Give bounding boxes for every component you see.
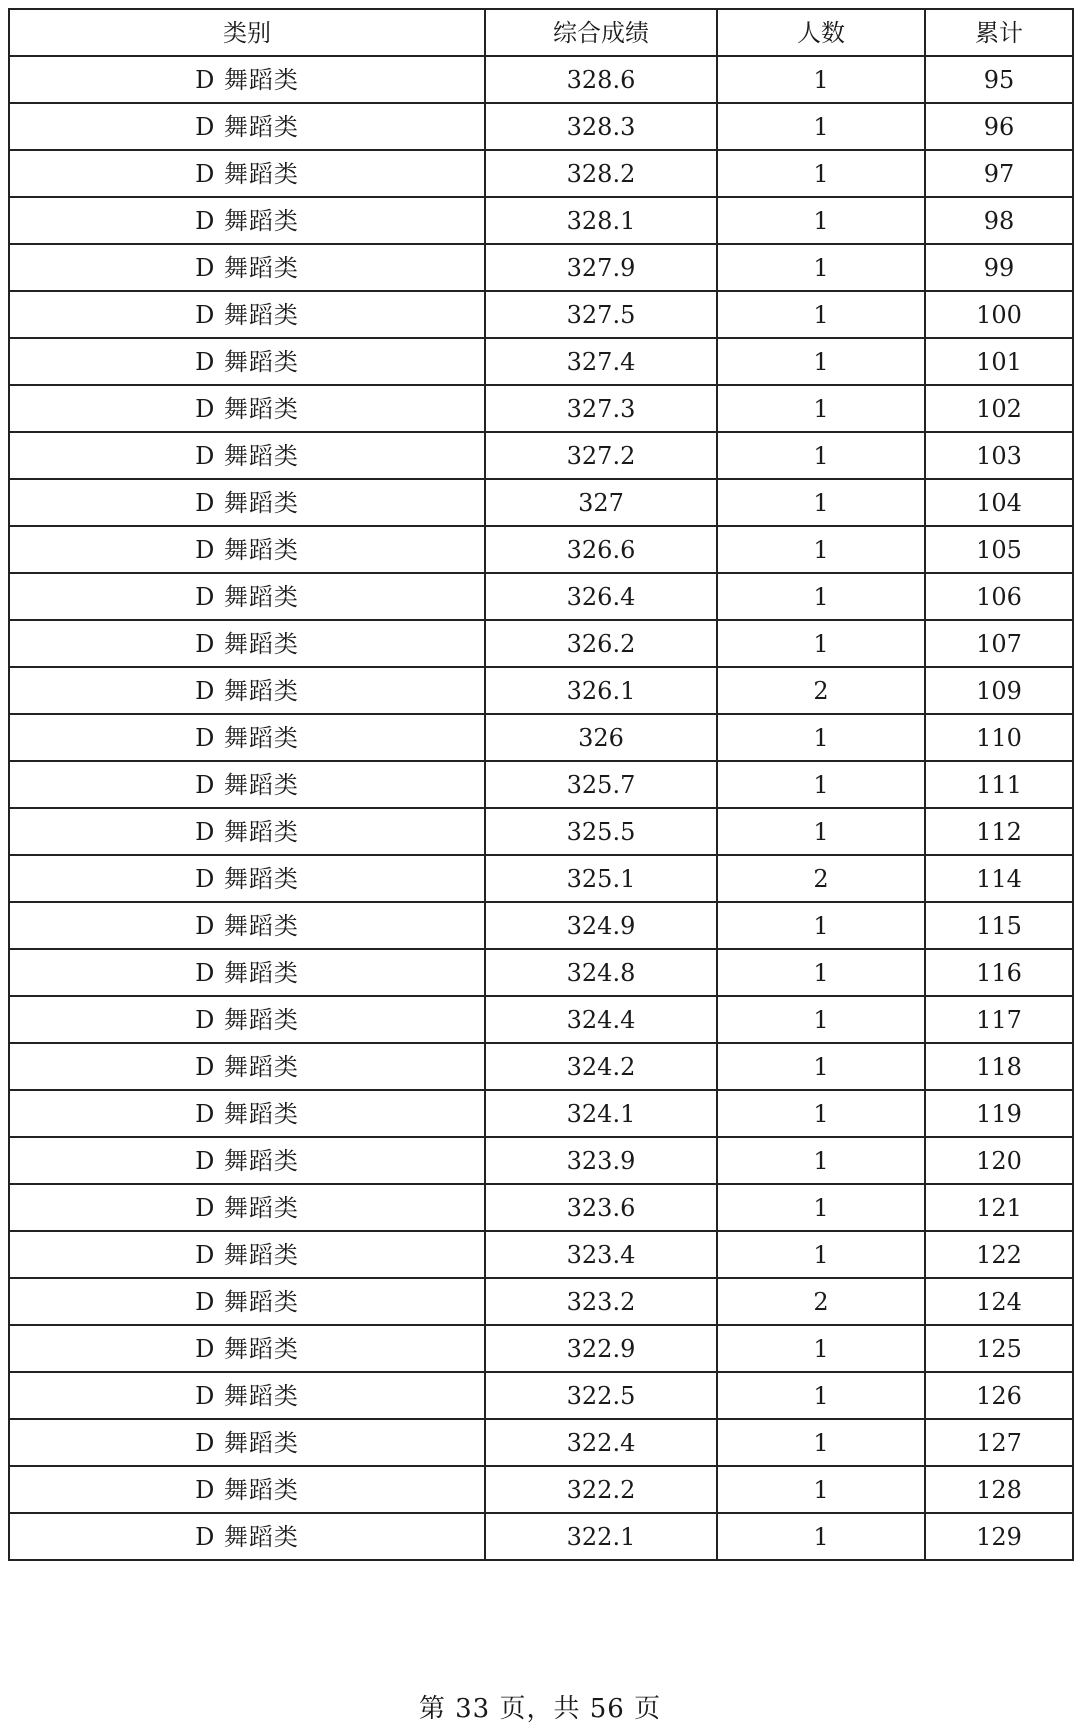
table-row: [9, 996, 1073, 1043]
cell-category: D 舞蹈类: [9, 1278, 485, 1325]
table-row: [9, 761, 1073, 808]
header-cumulative: 累计: [925, 9, 1073, 56]
cell-score: 328.2: [485, 150, 717, 197]
cell-score: 328.1: [485, 197, 717, 244]
table-row: [9, 808, 1073, 855]
cell-count: 1: [717, 1184, 925, 1231]
cell-cumulative: 128: [925, 1466, 1073, 1513]
cell-category: D 舞蹈类: [9, 1043, 485, 1090]
cell-count: 1: [717, 432, 925, 479]
table-row: [9, 620, 1073, 667]
table-row: [9, 432, 1073, 479]
cell-count: 2: [717, 1278, 925, 1325]
cell-count: 1: [717, 150, 925, 197]
header-category: 类别: [9, 9, 485, 56]
table-row: [9, 103, 1073, 150]
table-row: [9, 479, 1073, 526]
cell-cumulative: 110: [925, 714, 1073, 761]
cell-score: 324.9: [485, 902, 717, 949]
cell-count: 1: [717, 56, 925, 103]
cell-count: 1: [717, 1466, 925, 1513]
cell-category: D 舞蹈类: [9, 573, 485, 620]
cell-cumulative: 97: [925, 150, 1073, 197]
cell-category: D 舞蹈类: [9, 808, 485, 855]
cell-category: D 舞蹈类: [9, 714, 485, 761]
document-page: [8, 8, 1072, 1561]
cell-count: 1: [717, 1513, 925, 1560]
cell-cumulative: 101: [925, 338, 1073, 385]
cell-score: 326.1: [485, 667, 717, 714]
table-row: [9, 338, 1073, 385]
cell-score: 326.2: [485, 620, 717, 667]
table-header: [9, 9, 1073, 56]
cell-count: 1: [717, 808, 925, 855]
cell-score: 327.2: [485, 432, 717, 479]
table-row: [9, 1325, 1073, 1372]
table-row: [9, 197, 1073, 244]
cell-cumulative: 127: [925, 1419, 1073, 1466]
cell-score: 322.2: [485, 1466, 717, 1513]
cell-cumulative: 116: [925, 949, 1073, 996]
cell-score: 323.4: [485, 1231, 717, 1278]
table-row: [9, 1419, 1073, 1466]
cell-category: D 舞蹈类: [9, 902, 485, 949]
cell-cumulative: 125: [925, 1325, 1073, 1372]
cell-count: 1: [717, 244, 925, 291]
cell-count: 1: [717, 291, 925, 338]
cell-category: D 舞蹈类: [9, 996, 485, 1043]
cell-count: 2: [717, 855, 925, 902]
cell-score: 327: [485, 479, 717, 526]
table-row: [9, 1184, 1073, 1231]
cell-count: 1: [717, 479, 925, 526]
cell-score: 326.4: [485, 573, 717, 620]
cell-score: 327.3: [485, 385, 717, 432]
cell-cumulative: 121: [925, 1184, 1073, 1231]
cell-cumulative: 117: [925, 996, 1073, 1043]
cell-category: D 舞蹈类: [9, 1137, 485, 1184]
cell-count: 1: [717, 1231, 925, 1278]
cell-count: 1: [717, 573, 925, 620]
cell-score: 322.5: [485, 1372, 717, 1419]
cell-category: D 舞蹈类: [9, 855, 485, 902]
cell-score: 327.9: [485, 244, 717, 291]
cell-cumulative: 104: [925, 479, 1073, 526]
cell-score: 323.2: [485, 1278, 717, 1325]
cell-count: 1: [717, 1372, 925, 1419]
cell-cumulative: 112: [925, 808, 1073, 855]
table-row: [9, 667, 1073, 714]
header-row: [9, 9, 1073, 56]
cell-category: D 舞蹈类: [9, 1090, 485, 1137]
cell-cumulative: 119: [925, 1090, 1073, 1137]
cell-count: 1: [717, 197, 925, 244]
table-row: [9, 1466, 1073, 1513]
cell-cumulative: 106: [925, 573, 1073, 620]
table-row: [9, 714, 1073, 761]
cell-cumulative: 107: [925, 620, 1073, 667]
table-row: [9, 1043, 1073, 1090]
cell-category: D 舞蹈类: [9, 1325, 485, 1372]
cell-category: D 舞蹈类: [9, 56, 485, 103]
cell-count: 1: [717, 714, 925, 761]
cell-category: D 舞蹈类: [9, 103, 485, 150]
cell-score: 323.6: [485, 1184, 717, 1231]
cell-category: D 舞蹈类: [9, 385, 485, 432]
cell-score: 327.4: [485, 338, 717, 385]
table-row: [9, 244, 1073, 291]
cell-score: 325.7: [485, 761, 717, 808]
table-row: [9, 385, 1073, 432]
cell-category: D 舞蹈类: [9, 1231, 485, 1278]
cell-count: 1: [717, 902, 925, 949]
cell-cumulative: 102: [925, 385, 1073, 432]
cell-cumulative: 100: [925, 291, 1073, 338]
cell-category: D 舞蹈类: [9, 1372, 485, 1419]
cell-cumulative: 103: [925, 432, 1073, 479]
cell-cumulative: 129: [925, 1513, 1073, 1560]
cell-category: D 舞蹈类: [9, 1466, 485, 1513]
cell-category: D 舞蹈类: [9, 197, 485, 244]
cell-score: 325.5: [485, 808, 717, 855]
cell-cumulative: 126: [925, 1372, 1073, 1419]
cell-category: D 舞蹈类: [9, 667, 485, 714]
cell-count: 1: [717, 761, 925, 808]
table-row: [9, 1513, 1073, 1560]
cell-count: 1: [717, 996, 925, 1043]
cell-cumulative: 99: [925, 244, 1073, 291]
cell-cumulative: 98: [925, 197, 1073, 244]
table-row: [9, 573, 1073, 620]
cell-category: D 舞蹈类: [9, 244, 485, 291]
cell-score: 322.1: [485, 1513, 717, 1560]
cell-cumulative: 122: [925, 1231, 1073, 1278]
cell-score: 328.3: [485, 103, 717, 150]
table-row: [9, 291, 1073, 338]
cell-count: 2: [717, 667, 925, 714]
table-row: [9, 855, 1073, 902]
cell-count: 1: [717, 338, 925, 385]
cell-score: 322.9: [485, 1325, 717, 1372]
cell-cumulative: 114: [925, 855, 1073, 902]
cell-category: D 舞蹈类: [9, 761, 485, 808]
cell-score: 324.8: [485, 949, 717, 996]
cell-score: 323.9: [485, 1137, 717, 1184]
cell-cumulative: 105: [925, 526, 1073, 573]
cell-count: 1: [717, 1137, 925, 1184]
table-row: [9, 1278, 1073, 1325]
cell-count: 1: [717, 949, 925, 996]
cell-category: D 舞蹈类: [9, 338, 485, 385]
cell-category: D 舞蹈类: [9, 1513, 485, 1560]
cell-score: 322.4: [485, 1419, 717, 1466]
cell-cumulative: 95: [925, 56, 1073, 103]
table-row: [9, 150, 1073, 197]
cell-score: 324.4: [485, 996, 717, 1043]
table-row: [9, 1137, 1073, 1184]
cell-score: 324.2: [485, 1043, 717, 1090]
cell-category: D 舞蹈类: [9, 1184, 485, 1231]
table-row: [9, 526, 1073, 573]
cell-score: 328.6: [485, 56, 717, 103]
cell-category: D 舞蹈类: [9, 479, 485, 526]
cell-score: 327.5: [485, 291, 717, 338]
cell-cumulative: 115: [925, 902, 1073, 949]
table-row: [9, 1372, 1073, 1419]
cell-cumulative: 124: [925, 1278, 1073, 1325]
cell-score: 324.1: [485, 1090, 717, 1137]
table-row: [9, 56, 1073, 103]
cell-cumulative: 109: [925, 667, 1073, 714]
header-count: 人数: [717, 9, 925, 56]
page-number: 第 33 页，共 56 页: [418, 1694, 662, 1724]
table-row: [9, 1231, 1073, 1278]
cell-cumulative: 120: [925, 1137, 1073, 1184]
cell-category: D 舞蹈类: [9, 291, 485, 338]
table-row: [9, 949, 1073, 996]
cell-category: D 舞蹈类: [9, 150, 485, 197]
cell-count: 1: [717, 620, 925, 667]
cell-score: 326: [485, 714, 717, 761]
cell-score: 325.1: [485, 855, 717, 902]
cell-category: D 舞蹈类: [9, 1419, 485, 1466]
cell-count: 1: [717, 526, 925, 573]
cell-cumulative: 118: [925, 1043, 1073, 1090]
table-body: [9, 56, 1073, 1560]
cell-category: D 舞蹈类: [9, 620, 485, 667]
cell-count: 1: [717, 1325, 925, 1372]
header-score: 综合成绩: [485, 9, 717, 56]
cell-category: D 舞蹈类: [9, 432, 485, 479]
table-row: [9, 902, 1073, 949]
cell-cumulative: 111: [925, 761, 1073, 808]
cell-count: 1: [717, 385, 925, 432]
cell-score: 326.6: [485, 526, 717, 573]
cell-count: 1: [717, 1043, 925, 1090]
cell-cumulative: 96: [925, 103, 1073, 150]
cell-count: 1: [717, 103, 925, 150]
table-row: [9, 1090, 1073, 1137]
cell-category: D 舞蹈类: [9, 526, 485, 573]
score-table: [8, 8, 1074, 1561]
cell-category: D 舞蹈类: [9, 949, 485, 996]
cell-count: 1: [717, 1419, 925, 1466]
cell-count: 1: [717, 1090, 925, 1137]
